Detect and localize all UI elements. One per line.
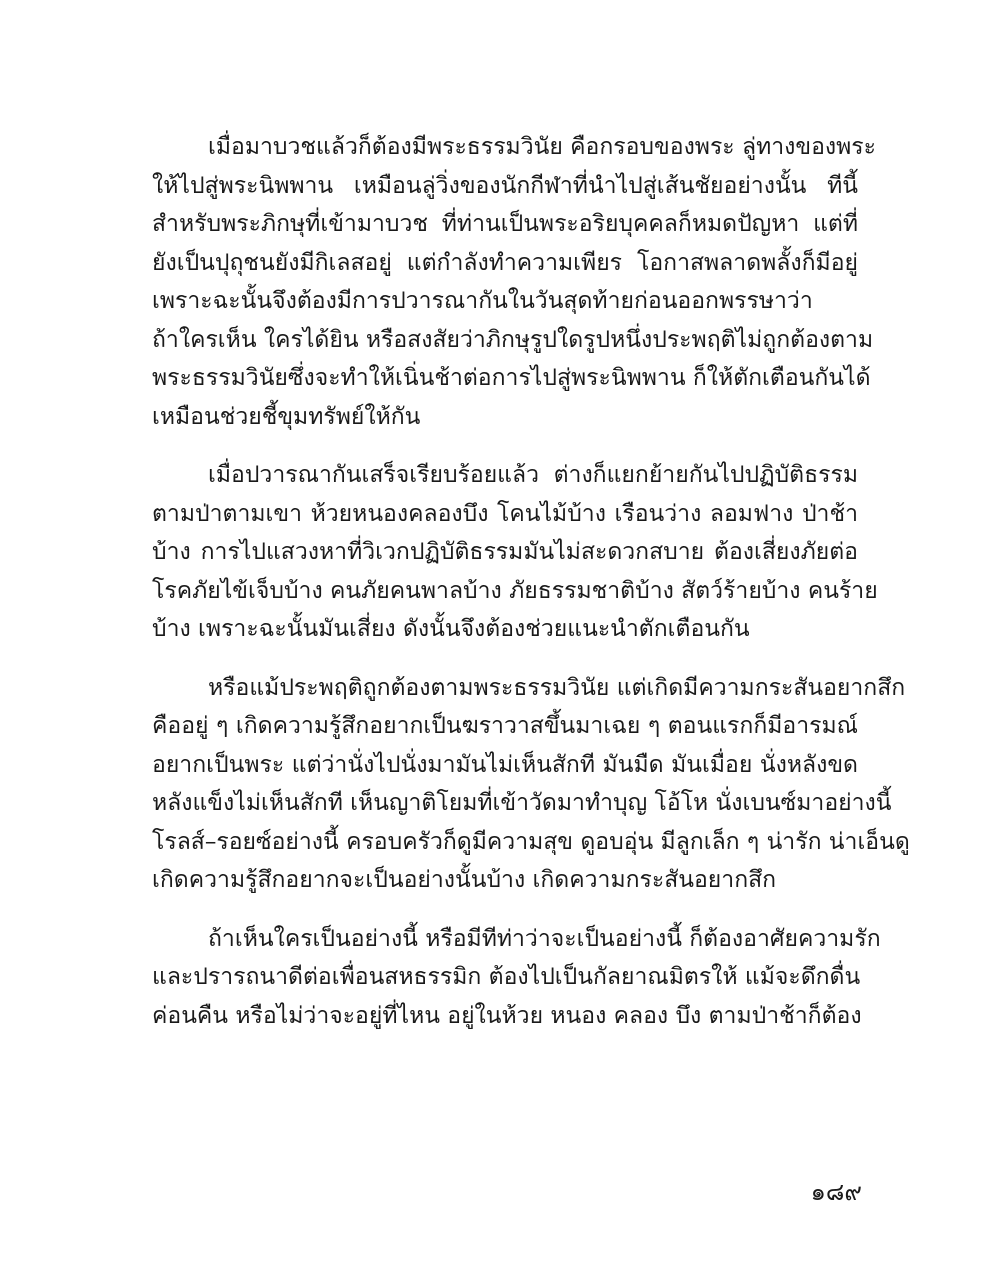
document-body — [152, 128, 910, 1055]
paragraph — [152, 128, 877, 436]
text-line: และปรารถนาดีต่อเพื่อนสหธรรมิก ต้องไปเป็นกัลยาณมิตรให้ แม้จะดึกดื่น — [152, 964, 861, 990]
text-line: สำหรับพระภิกษุที่เข้ามาบวช ที่ท่านเป็นพระอริยบุคคลก็หมดปัญหา แต่ที่ — [152, 211, 858, 237]
text-line: พระธรรมวินัยซึ่งจะทำให้เนิ่นช้าต่อการไปสู่พระนิพพาน ก็ให้ตักเตือนกันได้ — [152, 365, 871, 391]
text-line: อยากเป็นพระ แต่ว่านั่งไปนั่งมามันไม่เห็นสักที มันมืด มันเมื่อย นั่งหลังขด — [152, 751, 858, 778]
text-line: เพราะฉะนั้นจึงต้องมีการปวารณากันในวันสุดท้ายก่อนออกพรรษาว่า — [152, 288, 813, 314]
paragraph — [152, 920, 881, 1036]
text-line: ยังเป็นปุถุชนยังมีกิเลสอยู่ แต่กำลังทำความเพียร โอกาสพลาดพลั้งก็มีอยู่ — [152, 249, 858, 276]
text-line: ตามป่าตามเขา ห้วยหนองคลองบึง โคนไม้บ้าง เรือนว่าง ลอมฟาง ป่าช้า — [152, 500, 858, 527]
text-line: บ้าง เพราะฉะนั้นมันเสี่ยง ดังนั้นจึงต้องช่วยแนะนำตักเตือนกัน — [152, 616, 750, 642]
paragraph — [152, 669, 910, 900]
text-line: โรลส์–รอยซ์อย่างนี้ ครอบครัวก็ดูมีความสุข ดูอบอุ่น มีลูกเล็ก ๆ น่ารัก น่าเอ็นดู — [152, 828, 910, 855]
text-line: เกิดความรู้สึกอยากจะเป็นอย่างนั้นบ้าง เกิดความกระสันอยากสึก — [152, 867, 777, 893]
page-number: ๑๘๙ — [810, 1178, 862, 1206]
text-line: หลังแข็งไม่เห็นสักที เห็นญาติโยมที่เข้าวัดมาทำบุญ โอ้โห นั่งเบนซ์มาอย่างนี้ — [152, 790, 892, 816]
text-line: ถ้าใครเห็น ใครได้ยิน หรือสงสัยว่าภิกษุรูปใดรูปหนึ่งประพฤติไม่ถูกต้องตาม — [152, 326, 874, 353]
paragraph — [152, 456, 878, 649]
text-line: เมื่อปวารณากันเสร็จเรียบร้อยแล้ว ต่างก็แยกย้ายกันไปปฏิบัติธรรม — [208, 462, 858, 488]
text-line: โรคภัยไข้เจ็บบ้าง คนภัยคนพาลบ้าง ภัยธรรมชาติบ้าง สัตว์ร้ายบ้าง คนร้าย — [152, 577, 878, 604]
text-line: ให้ไปสู่พระนิพพาน เหมือนลู่วิ่งของนักกีฬาที่นำไปสู่เส้นชัยอย่างนั้น ทีนี้ — [152, 172, 858, 199]
text-line: เมื่อมาบวชแล้วก็ต้องมีพระธรรมวินัย คือกรอบของพระ ลู่ทางของพระ — [208, 134, 877, 160]
text-line: หรือแม้ประพฤติถูกต้องตามพระธรรมวินัย แต่เกิดมีความกระสันอยากสึก — [208, 674, 906, 701]
text-line: เหมือนช่วยชี้ขุมทรัพย์ให้กัน — [152, 403, 421, 430]
text-line: บ้าง การไปแสวงหาที่วิเวกปฏิบัติธรรมมันไม่สะดวกสบาย ต้องเสี่ยงภัยต่อ — [152, 539, 858, 565]
text-line: คืออยู่ ๆ เกิดความรู้สึกอยากเป็นฆราวาสขึ้นมาเฉย ๆ ตอนแรกก็มีอารมณ์ — [152, 713, 858, 739]
text-line: ค่อนคืน หรือไม่ว่าจะอยู่ที่ไหน อยู่ในห้วย หนอง คลอง บึง ตามป่าช้าก็ต้อง — [152, 1002, 862, 1029]
text-line: ถ้าเห็นใครเป็นอย่างนี้ หรือมีทีท่าว่าจะเป็นอย่างนี้ ก็ต้องอาศัยความรัก — [208, 925, 881, 952]
